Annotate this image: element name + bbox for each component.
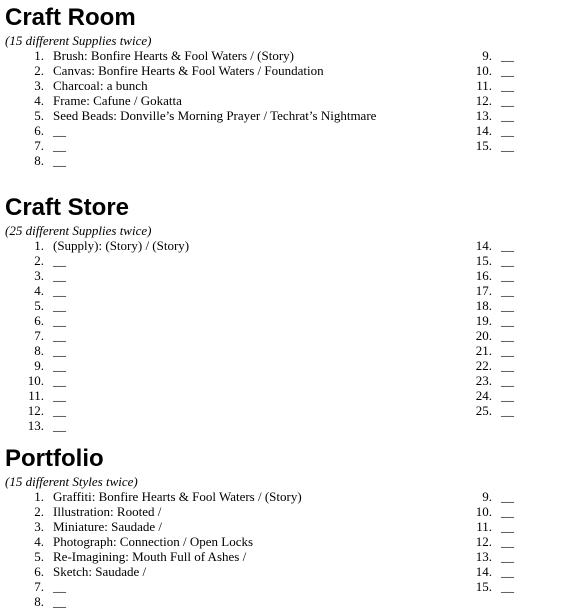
item-text: Photograph: Connection / Open Locks bbox=[53, 534, 254, 549]
item-text: __ bbox=[501, 123, 514, 138]
item-text: __ bbox=[501, 93, 514, 108]
item-number: 1. bbox=[34, 489, 44, 504]
item-text: __ bbox=[53, 373, 66, 388]
item-text: Graffiti: Bonfire Hearts & Fool Waters / (Story) bbox=[53, 489, 302, 504]
item-number: 18. bbox=[475, 298, 492, 313]
item-text: Charcoal: a bunch bbox=[53, 78, 148, 93]
item-text: __ bbox=[501, 549, 514, 564]
item-number: 17. bbox=[475, 283, 492, 298]
section-title: Craft Room bbox=[5, 4, 136, 31]
item-text: __ bbox=[53, 298, 66, 313]
item-text: __ bbox=[53, 418, 66, 433]
item-text: __ bbox=[501, 253, 514, 268]
item-number: 15. bbox=[475, 253, 492, 268]
item-text: __ bbox=[501, 283, 514, 298]
item-number: 5. bbox=[34, 298, 44, 313]
item-text: __ bbox=[501, 564, 514, 579]
item-number: 13. bbox=[475, 549, 492, 564]
item-text: Canvas: Bonfire Hearts & Fool Waters / Foundation bbox=[53, 63, 324, 78]
section-title: Portfolio bbox=[5, 445, 104, 472]
item-number: 7. bbox=[34, 328, 44, 343]
item-number: 25. bbox=[475, 403, 492, 418]
item-text: __ bbox=[53, 283, 66, 298]
item-number: 2. bbox=[34, 253, 44, 268]
item-text: __ bbox=[501, 313, 514, 328]
item-text: __ bbox=[53, 253, 66, 268]
item-number: 1. bbox=[34, 48, 44, 63]
item-text: __ bbox=[501, 298, 514, 313]
item-text: __ bbox=[53, 313, 66, 328]
item-number: 14. bbox=[475, 238, 492, 253]
item-number: 24. bbox=[475, 388, 492, 403]
item-number: 7. bbox=[34, 579, 44, 594]
item-text: Seed Beads: Donville’s Morning Prayer / Techrat’s Nightmare bbox=[53, 108, 377, 123]
item-text: Illustration: Rooted / bbox=[53, 504, 162, 519]
item-number: 9. bbox=[482, 48, 492, 63]
item-number: 6. bbox=[34, 123, 44, 138]
item-text: __ bbox=[53, 594, 66, 609]
item-number: 4. bbox=[34, 534, 44, 549]
item-number: 8. bbox=[34, 594, 44, 609]
item-number: 5. bbox=[34, 549, 44, 564]
item-number: 12. bbox=[475, 93, 492, 108]
item-number: 20. bbox=[475, 328, 492, 343]
item-number: 21. bbox=[475, 343, 492, 358]
item-number: 12. bbox=[475, 534, 492, 549]
item-number: 11. bbox=[28, 388, 44, 403]
item-text: __ bbox=[53, 358, 66, 373]
item-number: 1. bbox=[34, 238, 44, 253]
item-text: __ bbox=[53, 268, 66, 283]
item-number: 10. bbox=[475, 504, 492, 519]
item-text: __ bbox=[501, 268, 514, 283]
item-number: 2. bbox=[34, 504, 44, 519]
item-text: __ bbox=[53, 403, 66, 418]
item-number: 6. bbox=[34, 313, 44, 328]
item-text: Frame: Cafune / Gokatta bbox=[53, 93, 182, 108]
item-text: __ bbox=[501, 534, 514, 549]
item-text: __ bbox=[501, 78, 514, 93]
section-note: (15 different Supplies twice) bbox=[5, 33, 152, 48]
item-text: (Supply): (Story) / (Story) bbox=[53, 238, 190, 253]
item-number: 14. bbox=[475, 564, 492, 579]
item-number: 13. bbox=[27, 418, 44, 433]
item-number: 23. bbox=[475, 373, 492, 388]
item-number: 15. bbox=[475, 138, 492, 153]
item-text: __ bbox=[53, 153, 66, 168]
section-note: (15 different Styles twice) bbox=[5, 474, 138, 489]
item-text: __ bbox=[501, 343, 514, 358]
item-text: __ bbox=[501, 238, 514, 253]
item-text: __ bbox=[501, 519, 514, 534]
item-number: 22. bbox=[475, 358, 492, 373]
item-text: __ bbox=[501, 63, 514, 78]
item-text: __ bbox=[501, 504, 514, 519]
item-number: 19. bbox=[475, 313, 492, 328]
item-number: 6. bbox=[34, 564, 44, 579]
item-text: __ bbox=[53, 123, 66, 138]
item-number: 2. bbox=[34, 63, 44, 78]
item-number: 8. bbox=[34, 343, 44, 358]
item-number: 16. bbox=[475, 268, 492, 283]
item-text: Sketch: Saudade / bbox=[53, 564, 147, 579]
item-text: __ bbox=[501, 403, 514, 418]
item-number: 9. bbox=[34, 358, 44, 373]
item-number: 4. bbox=[34, 93, 44, 108]
item-text: __ bbox=[501, 489, 514, 504]
item-number: 11. bbox=[476, 78, 492, 93]
item-text: __ bbox=[53, 138, 66, 153]
item-number: 14. bbox=[475, 123, 492, 138]
item-text: __ bbox=[53, 343, 66, 358]
item-text: __ bbox=[501, 579, 514, 594]
item-number: 10. bbox=[475, 63, 492, 78]
item-number: 5. bbox=[34, 108, 44, 123]
item-text: __ bbox=[501, 108, 514, 123]
item-text: Miniature: Saudade / bbox=[53, 519, 163, 534]
item-text: __ bbox=[53, 579, 66, 594]
item-number: 15. bbox=[475, 579, 492, 594]
item-number: 3. bbox=[34, 78, 44, 93]
item-number: 7. bbox=[34, 138, 44, 153]
item-text: __ bbox=[501, 48, 514, 63]
item-text: __ bbox=[501, 358, 514, 373]
item-number: 4. bbox=[34, 283, 44, 298]
item-number: 3. bbox=[34, 519, 44, 534]
item-text: __ bbox=[501, 138, 514, 153]
item-text: __ bbox=[501, 328, 514, 343]
item-number: 10. bbox=[27, 373, 44, 388]
item-text: __ bbox=[53, 328, 66, 343]
item-text: __ bbox=[501, 373, 514, 388]
item-text: __ bbox=[53, 388, 66, 403]
item-text: Brush: Bonfire Hearts & Fool Waters / (Story) bbox=[53, 48, 294, 63]
item-number: 12. bbox=[27, 403, 44, 418]
item-number: 3. bbox=[34, 268, 44, 283]
item-number: 9. bbox=[482, 489, 492, 504]
item-text: __ bbox=[501, 388, 514, 403]
section-title: Craft Store bbox=[5, 194, 130, 221]
item-number: 11. bbox=[476, 519, 492, 534]
item-text: Re-Imagining: Mouth Full of Ashes / bbox=[53, 549, 247, 564]
item-number: 13. bbox=[475, 108, 492, 123]
section-note: (25 different Supplies twice) bbox=[5, 223, 152, 238]
item-number: 8. bbox=[34, 153, 44, 168]
